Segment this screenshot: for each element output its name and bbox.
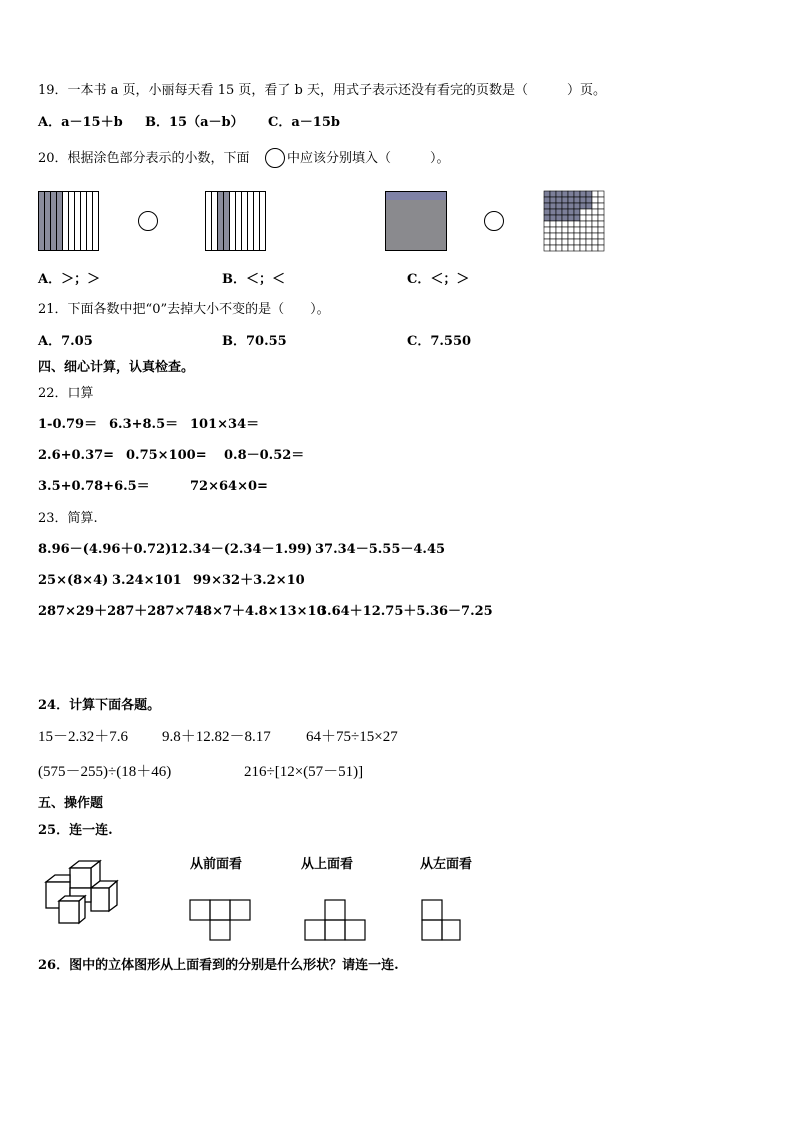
section-5-heading: 五、操作题 bbox=[38, 796, 104, 811]
blank-cell bbox=[550, 227, 556, 233]
blank-cell bbox=[592, 239, 598, 245]
blank-strip bbox=[230, 192, 236, 251]
q20-option-c[interactable]: C．＜；＞ bbox=[407, 272, 470, 287]
blank-cell bbox=[598, 197, 604, 203]
blank-cell bbox=[568, 245, 574, 251]
inline-circle-icon bbox=[265, 148, 285, 168]
shaded-strip bbox=[57, 192, 63, 251]
blank-cell bbox=[586, 239, 592, 245]
blank-cell bbox=[556, 233, 562, 239]
blank-cell bbox=[580, 239, 586, 245]
blank-cell bbox=[556, 227, 562, 233]
q20-text-before: 20．根据涂色部分表示的小数，下面 bbox=[38, 151, 250, 166]
shaded-cell bbox=[586, 203, 592, 209]
blank-cell bbox=[562, 245, 568, 251]
q21-option-b[interactable]: B．70.55 bbox=[222, 334, 287, 349]
shaded-cell bbox=[556, 209, 562, 215]
shaded-cell bbox=[568, 209, 574, 215]
blank-cell bbox=[592, 197, 598, 203]
blank-cell bbox=[574, 245, 580, 251]
left-view-shape bbox=[421, 899, 463, 943]
q19-text: 19．一本书 a 页，小丽每天看 15 页，看了 b 天，用式子表示还没有看完的页数是（ ）页。 bbox=[38, 83, 606, 98]
blank-strip bbox=[242, 192, 248, 251]
shaded-cell bbox=[550, 197, 556, 203]
blank-cell bbox=[598, 221, 604, 227]
blank-cell bbox=[568, 233, 574, 239]
shaded-cell bbox=[580, 197, 586, 203]
blank-strip bbox=[81, 192, 87, 251]
blank-cell bbox=[574, 227, 580, 233]
blank-cell bbox=[598, 239, 604, 245]
q22-item: 1-0.79＝ bbox=[38, 417, 98, 432]
blank-cell bbox=[592, 233, 598, 239]
blank-cell bbox=[580, 215, 586, 221]
q24-item: 15－2.32＋7.6 bbox=[38, 729, 129, 745]
shaded-cell bbox=[586, 191, 592, 197]
blank-cell bbox=[598, 203, 604, 209]
shaded-cell bbox=[550, 191, 556, 197]
q23-item: 25×(8×4) bbox=[38, 573, 109, 588]
shaded-cell bbox=[574, 191, 580, 197]
q20-text-after: 中应该分别填入（ ）。 bbox=[287, 151, 450, 166]
blank-cell bbox=[592, 209, 598, 215]
q21-option-c[interactable]: C．7.550 bbox=[407, 334, 472, 349]
blank-cell bbox=[550, 245, 556, 251]
q22-item: 0.75×100= bbox=[126, 448, 207, 463]
q23-item: 48×7＋4.8×13×10 bbox=[194, 604, 326, 619]
shaded-cell bbox=[574, 203, 580, 209]
q24-item: 64＋75÷15×27 bbox=[306, 729, 398, 745]
blank-strip bbox=[236, 192, 242, 251]
shaded-cell bbox=[574, 209, 580, 215]
q24-item: 216÷[12×(57－51)] bbox=[244, 764, 364, 780]
blank-cell bbox=[586, 227, 592, 233]
blank-cell bbox=[592, 203, 598, 209]
blank-strip bbox=[69, 192, 75, 251]
view-label-front: 从前面看 bbox=[190, 857, 243, 872]
blank-cell bbox=[586, 245, 592, 251]
shaded-cell bbox=[568, 197, 574, 203]
shaded-cell bbox=[586, 197, 592, 203]
q24-title: 24．计算下面各题。 bbox=[38, 698, 161, 713]
blank-cell bbox=[592, 221, 598, 227]
blank-cell bbox=[556, 245, 562, 251]
q25-title: 25．连一连. bbox=[38, 823, 113, 838]
blank-strip bbox=[93, 192, 99, 251]
blank-cell bbox=[598, 215, 604, 221]
q26-text: 26．图中的立体图形从上面看到的分别是什么形状？请连一连. bbox=[38, 958, 399, 973]
blank-strip bbox=[75, 192, 81, 251]
q24-item: (575－255)÷(18＋46) bbox=[38, 764, 172, 780]
shaded-cell bbox=[562, 203, 568, 209]
blank-strip bbox=[87, 192, 93, 251]
q23-item: 3.24×101 bbox=[112, 573, 182, 588]
shaded-cell bbox=[544, 215, 550, 221]
blank-cell bbox=[550, 239, 556, 245]
blank-strip bbox=[254, 192, 260, 251]
blank-cell bbox=[592, 191, 598, 197]
shaded-cell bbox=[562, 209, 568, 215]
blank-cell bbox=[580, 227, 586, 233]
shaded-strip bbox=[45, 192, 51, 251]
shaded-strip bbox=[224, 192, 230, 251]
decimal-strips-figure-1 bbox=[38, 191, 98, 251]
shaded-cell bbox=[550, 203, 556, 209]
q20-option-b[interactable]: B．＜；＜ bbox=[222, 272, 285, 287]
blank-cell bbox=[544, 227, 550, 233]
blank-cell bbox=[574, 239, 580, 245]
blank-cell bbox=[568, 221, 574, 227]
shaded-strip bbox=[218, 192, 224, 251]
blank-cell bbox=[592, 215, 598, 221]
q19-option-a[interactable]: A．a－15＋b bbox=[38, 115, 123, 130]
blank-cell bbox=[544, 221, 550, 227]
blank-cell bbox=[544, 233, 550, 239]
blank-cell bbox=[580, 245, 586, 251]
shaded-cell bbox=[544, 203, 550, 209]
blank-strip bbox=[248, 192, 254, 251]
compare-circle-1[interactable] bbox=[138, 211, 158, 231]
blank-cell bbox=[598, 245, 604, 251]
shaded-cell bbox=[580, 191, 586, 197]
shaded-cell bbox=[550, 215, 556, 221]
q23-item: 12.34－(2.34－1.99) bbox=[170, 542, 313, 557]
decimal-grid-figure-4 bbox=[544, 191, 604, 251]
blank-strip bbox=[260, 192, 266, 251]
q23-item: 37.34－5.55－4.45 bbox=[315, 542, 446, 557]
blank-cell bbox=[556, 221, 562, 227]
blank-cell bbox=[598, 233, 604, 239]
q19-option-b[interactable]: B．15（a－b） bbox=[145, 115, 244, 130]
blank-cell bbox=[568, 227, 574, 233]
shaded-cell bbox=[568, 203, 574, 209]
shaded-cell bbox=[556, 215, 562, 221]
q23-item: 99×32＋3.2×10 bbox=[193, 573, 305, 588]
blank-cell bbox=[544, 245, 550, 251]
q22-item: 72×64×0= bbox=[190, 479, 268, 494]
blank-cell bbox=[574, 221, 580, 227]
blank-cell bbox=[586, 209, 592, 215]
q19-option-c[interactable]: C．a－15b bbox=[268, 115, 340, 130]
blank-cell bbox=[574, 233, 580, 239]
shaded-cell bbox=[574, 197, 580, 203]
top-view-shape bbox=[304, 899, 366, 943]
shaded-cell bbox=[544, 209, 550, 215]
blank-cell bbox=[580, 209, 586, 215]
view-label-top: 从上面看 bbox=[301, 857, 354, 872]
q22-item: 101×34＝ bbox=[190, 417, 260, 432]
blank-cell bbox=[592, 245, 598, 251]
q22-item: 0.8－0.52＝ bbox=[224, 448, 305, 463]
front-view-shape bbox=[189, 899, 251, 943]
shaded-cell bbox=[544, 191, 550, 197]
shaded-cell bbox=[556, 197, 562, 203]
shaded-cell bbox=[568, 191, 574, 197]
q20-option-a[interactable]: A．＞；＞ bbox=[38, 272, 101, 287]
blank-cell bbox=[580, 233, 586, 239]
blank-cell bbox=[586, 233, 592, 239]
shaded-cell bbox=[568, 215, 574, 221]
blank-strip bbox=[212, 192, 218, 251]
shaded-cell bbox=[562, 215, 568, 221]
blank-cell bbox=[592, 227, 598, 233]
blank-cell bbox=[598, 227, 604, 233]
q21-option-a[interactable]: A．7.05 bbox=[38, 334, 93, 349]
shaded-strip bbox=[51, 192, 57, 251]
decimal-strips-figure-2 bbox=[205, 191, 265, 251]
blank-cell bbox=[562, 227, 568, 233]
shaded-cell bbox=[562, 197, 568, 203]
blank-cell bbox=[586, 221, 592, 227]
cube-stack-figure bbox=[44, 859, 136, 925]
blank-cell bbox=[568, 239, 574, 245]
blank-cell bbox=[598, 191, 604, 197]
blank-cell bbox=[550, 233, 556, 239]
q22-item: 3.5+0.78+6.5＝ bbox=[38, 479, 150, 494]
shaded-cell bbox=[556, 203, 562, 209]
blank-cell bbox=[556, 239, 562, 245]
shaded-cell bbox=[550, 209, 556, 215]
blank-cell bbox=[550, 221, 556, 227]
q22-title: 22．口算 bbox=[38, 386, 94, 401]
blank-cell bbox=[562, 233, 568, 239]
q24-item: 9.8＋12.82－8.17 bbox=[162, 729, 271, 745]
q21-text: 21．下面各数中把“0”去掉大小不变的是（ ）。 bbox=[38, 302, 330, 317]
compare-circle-2[interactable] bbox=[484, 211, 504, 231]
q23-item: 8.96－(4.96＋0.72) bbox=[38, 542, 172, 557]
blank-cell bbox=[544, 239, 550, 245]
shaded-cell bbox=[580, 203, 586, 209]
decimal-square-figure-3 bbox=[385, 191, 447, 251]
shaded-cell bbox=[562, 191, 568, 197]
section-4-heading: 四、细心计算，认真检查。 bbox=[38, 360, 195, 375]
blank-strip bbox=[206, 192, 212, 251]
blank-cell bbox=[598, 209, 604, 215]
blank-cell bbox=[586, 215, 592, 221]
shaded-cell bbox=[556, 191, 562, 197]
q23-item: 3.64＋12.75＋5.36－7.25 bbox=[318, 604, 493, 619]
q22-item: 6.3+8.5＝ bbox=[109, 417, 179, 432]
blank-cell bbox=[562, 221, 568, 227]
blank-cell bbox=[562, 239, 568, 245]
q23-title: 23．简算. bbox=[38, 511, 98, 526]
q23-item: 287×29＋287＋287×71 bbox=[38, 604, 204, 619]
shaded-cell bbox=[544, 197, 550, 203]
view-label-left: 从左面看 bbox=[420, 857, 473, 872]
blank-cell bbox=[580, 221, 586, 227]
q22-item: 2.6+0.37= bbox=[38, 448, 115, 463]
shaded-cell bbox=[574, 215, 580, 221]
shaded-strip bbox=[39, 192, 45, 251]
blank-strip bbox=[63, 192, 69, 251]
